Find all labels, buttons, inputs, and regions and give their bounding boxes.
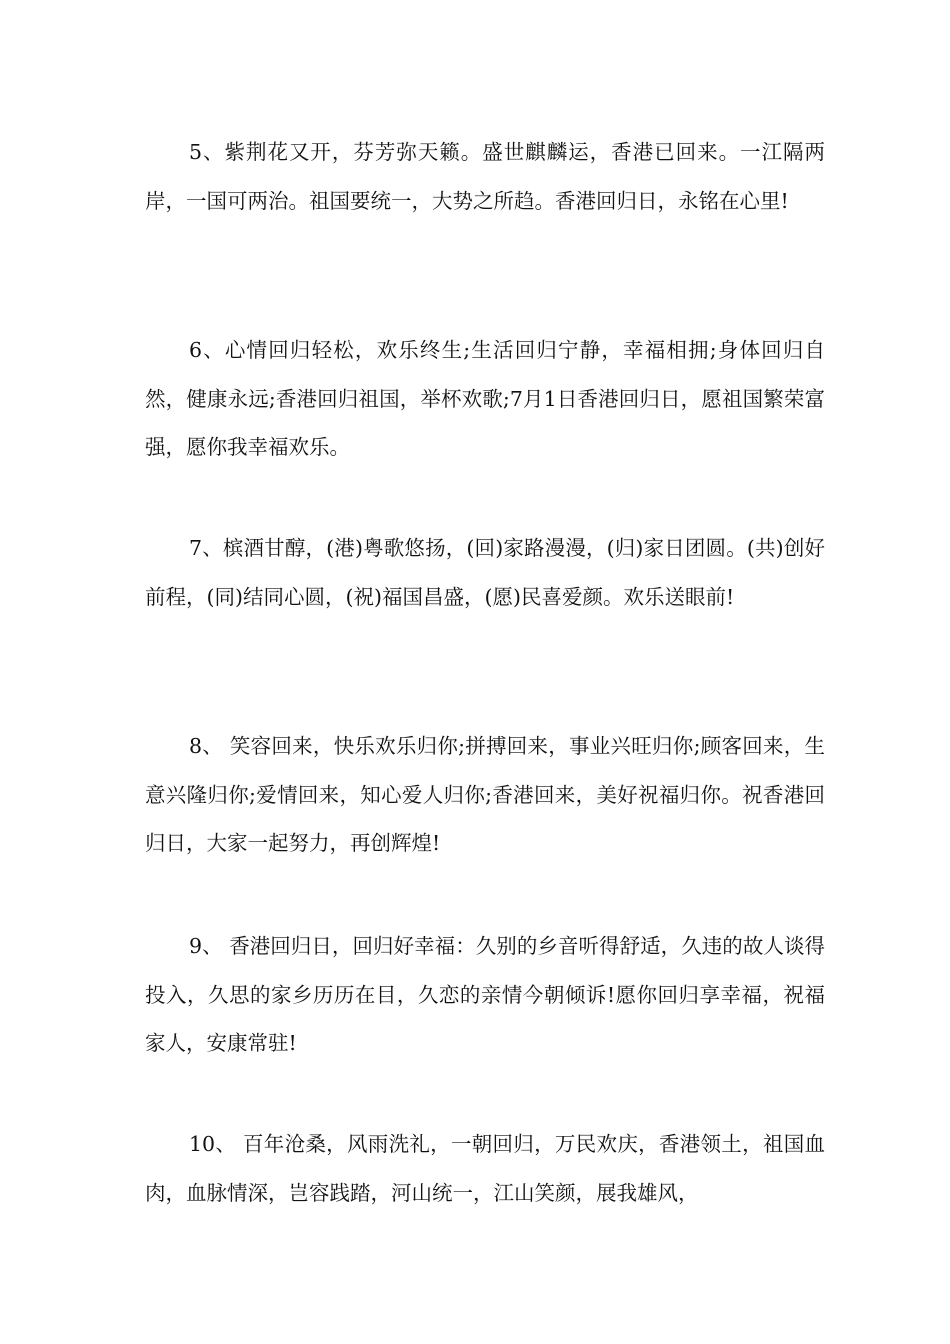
paragraph-7: 7、槟酒甘醇，(港)粤歌悠扬，(回)家路漫漫，(归)家日团圆。(共)创好前程，(同)结同心圆，(祝)福国昌盛，(愿)民喜爱颜。欢乐送眼前!: [145, 536, 825, 609]
paragraph-9: 9、 香港回归日，回归好幸福：久别的乡音听得舒适，久违的故人谈得投入，久思的家乡历历在目，久恋的亲情今朝倾诉!愿你回归享幸福，祝福家人，安康常驻!: [145, 934, 825, 1055]
paragraph-5: 5、紫荆花又开，芬芳弥天籁。盛世麒麟运，香港已回来。一江隔两岸，一国可两治。祖国要统一，大势之所趋。香港回归日，永铭在心里!: [145, 140, 825, 213]
paragraph-8: 8、 笑容回来，快乐欢乐归你;拼搏回来，事业兴旺归你;顾客回来，生意兴隆归你;爱情回来，知心爱人归你;香港回来，美好祝福归你。祝香港回归日，大家一起努力，再创辉煌!: [145, 734, 825, 855]
paragraph-10: 10、 百年沧桑，风雨洗礼，一朝回归，万民欢庆，香港领土，祖国血肉，血脉情深，岂容践踏，河山统一，江山笑颜，展我雄风，: [145, 1132, 825, 1205]
paragraph-6: 6、心情回归轻松，欢乐终生;生活回归宁静，幸福相拥;身体回归自然，健康永远;香港回归祖国，举杯欢歌;7月1日香港回归日，愿祖国繁荣富强，愿你我幸福欢乐。: [145, 338, 825, 459]
